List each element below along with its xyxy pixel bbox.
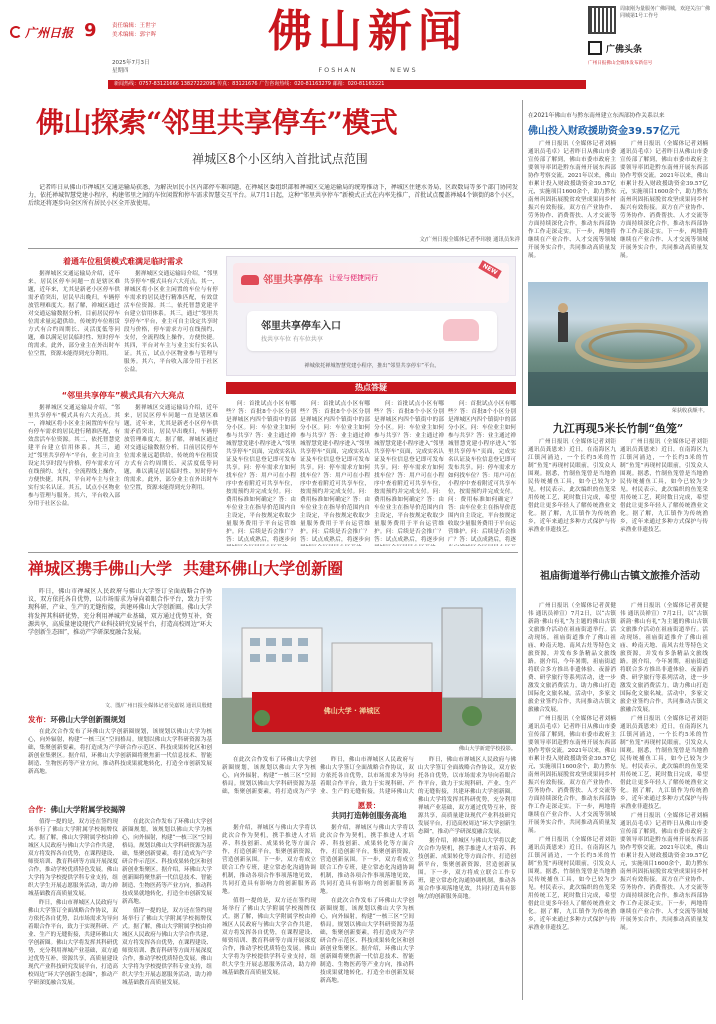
lead-sub1-text-cont: 据禅城区交通运输局介绍，“邻里共享停车”模式具有六大亮点。其一，禅城区将小区业主闲置的车位与有停车需求的居民进行精准匹配，有效盘活车位资源。其二，依托智慧党建平台建立信用体系。其三，通过“邻里共享停车”平台，业主可自主设定共享时段与价格，停车需求方可在线预约、支付，全流程线上操作，方便快捷。其四，平台对车主与业主实行实名认证。其五，试点小区物业参与管理与服务。其六，平台收入部分用于社区公益。	[124, 271, 218, 373]
app-entry-sub: 找共享车位 有车位共享	[261, 336, 323, 343]
section-sub: FOSHAN NEWS	[318, 66, 418, 74]
story-b-sub3-text-2: 据介绍，禅城区与佛山大学将以此次合作为契机，携手推进人才培养、科技创新、成果转化等方面合作，打造创新平台，集聚创新资源，营造创新氛围。下一步，双方将成立联合工作专班，建立常态化沟通协调机制，推动各项合作事项落地见效，共同打造具有影响力的创新服务高地。	[320, 825, 414, 895]
story-b-sub1-head	[28, 714, 212, 725]
masthead	[0, 0, 716, 88]
story-b-byline: 文、图/广州日报全媒体记者吴嘉锐 通讯员殷健	[104, 703, 212, 709]
app-banner-title: 邻里共享停车	[263, 275, 323, 286]
story-b-sub1-body	[28, 728, 212, 796]
hot-qa-text-2: 问：首批试点小区有哪些？答：首批8个小区分别是禅城区内四个镇街中的部分小区。问：车位业主如何参与共享？答：业主通过禅城智慧党建小程序进入“邻里共享停车”页面，完成实名认证及车位信息登记即可发布共享。问：停车需求方如何找车位？答：用户可在小程序中查看附近可共享车位，按需预约并完成支付。问：费用标准如何确定？答：由车位业主在指导价范围内自主设定，平台按规定收取少量服务费用于平台运营维护。问：后续是否会推广？答：试点成熟后，将逐步向	[300, 401, 370, 543]
lead-divider	[28, 248, 518, 249]
lead-sub1-body-cont	[124, 270, 218, 382]
hot-qa-text-4: 问：首批试点小区有哪些？答：首批8个小区分别是禅城区内四个镇街中的部分小区。问：车位业主如何参与共享？答：业主通过禅城智慧党建小程序进入“邻里共享停车”页面，完成实名认证及车位信息登记即可发布共享。问：停车需求方如何找车位？答：用户可在小程序中查看附近可共享车位，按需预约并完成支付。问：费用标准如何确定？答：由车位业主在指导价范围内自主设定，平台按规定收取少量服务费用于平台运营维护。问：后续是否会推广？答：试点成熟后，将逐	[448, 401, 516, 543]
app-entry-title: 邻里共享停车入口	[261, 321, 341, 332]
app-caption: 禅城依托禅城智慧党建小程序，推出“邻里共享停车”平台。	[304, 363, 440, 369]
app-banner-slogan: 让爱与便捷同行	[329, 274, 378, 282]
app-banner	[233, 263, 509, 303]
lead-subheadline: 禅城区8个小区纳入首批试点范围	[192, 152, 368, 166]
story-b-sub2-head	[28, 804, 212, 815]
story-b-sub3-text-3b: 据介绍，禅城区与佛山大学将以此次合作为契机，携手推进人才培养、科技创新、成果转化等方面合作，打造创新平台，集聚创新资源，营造创新氛围。下一步，双方将成立联合工作专班，建立常态化沟通协调机制，推动各项合作事项落地见效，共同打造具有影响力的创新服务高地。	[418, 838, 516, 900]
story-b-sub2-text-2b: 值得一提的是，双方还在签约现场举行了佛山大学附属学校揭牌仪式。据了解，佛山大学附属学校由禅城区人民政府与佛山大学合作共建，双方将发挥各自优势，在课程建设、师资培训、教育科研等方面开展深度合作，推动学校优质特色发展。佛山大学将为学校提供学科专业支持，组织大学生开展志愿服务活动，助力禅城基础教育高质量发展。	[122, 908, 212, 986]
car-icon	[241, 275, 259, 285]
story-b-sub2-text-1b: 昨日，佛山市禅城区人民政府与佛山大学签订全面战略合作协议，双方依托各自优势，以市场需求为导向着眼合作平台，致力于实现科研、产业、生产的无缝衔接，共建环佛山大学创新圈。佛山大学将发挥其科研优势，充分利用禅城产业基础，双方通过优势互补，资源共享，高质量建设现代产业科技研究发展平台，打造高校周边“环大学创新生态圈”，推动产学研深度融合发展。	[28, 900, 118, 986]
story3-text-2c: 广州日报讯（全媒体记者刘楠 通讯员毛卓）记者昨日从佛山市委宣传部了解到，佛山市委市政府主要领导率团赴黔东南州开展东西部协作考察交流。2021年以来，佛山市累计投入财政援助资金39.57亿元，实施项目1600余个，助力黔东南州巩固拓展脱贫攻坚成果同乡村振兴有效衔接。双方在产业协作、劳务协作、消费帮扶、人才交流等方面持续深化合作，推动东西部协作工作走深走实。下一步，两地将继续在产业合作、人才交流等领域开展务实合作，共同推动高质量发展。	[620, 813, 708, 931]
story2-text-1: 广州日报讯（全媒体记者刘钜 通讯员龚恩来）近日，在南海区九江镇河涌边，一个长约5米的竹制“鱼笼”再现村民眼前，引发众人围观。据悉，竹制鱼笼曾是当地渔民传统捕鱼工具，如今已较为少见。村民表示，此次编织的鱼笼采用传统工艺，耗时数日完成，希望借此让更多年轻人了解传统渔业文化。据了解，九江镇作为传统渔乡，近年来通过多种方式保护与传承渔业非遗技艺。	[528, 439, 616, 533]
story-b-sub1-label: 发布：	[28, 715, 51, 724]
story2-body-1	[528, 438, 616, 564]
story-b-sub1-text: 在此次合作发布了环佛山大学创新圈规划，该规划以佛山大学为核心，向外辐射，构建“一核三区”空间格局。规划以佛山大学科研资源为基础，集聚创新要素，将打造成为产学研合作示范区、科技成果转化区和创新创业集聚区。据介绍，环佛山大学创新圈将聚焦新一代信息技术、智能制造、生物医药等产业方向，推动科技成果就地转化，打造全市创新发展新高地。	[28, 729, 212, 775]
date-line-2: 星期四	[112, 68, 129, 74]
paper-name: 广州日报	[25, 25, 74, 40]
story2-title: 九江再现5米长竹制“鱼笼”	[552, 422, 684, 435]
story-b-divider	[28, 552, 518, 553]
story3-text-2b: 广州日报讯（全媒体记者刘钜 通讯员龚恩来）近日，在南海区九江镇河涌边，一个长约5米的竹制“鱼笼”再现村民眼前，引发众人围观。据悉，竹制鱼笼曾是当地渔民传统捕鱼工具，如今已较为少见。村民表示，此次编织的鱼笼采用传统工艺，耗时数日完成，希望借此让更多年轻人了解传统渔业文化。据了解，九江镇作为传统渔乡，近年来通过多种方式保护与传承渔业非遗技艺。	[620, 716, 708, 810]
lead-headline: 佛山探索“邻里共享停车”模式	[36, 106, 398, 139]
university-photo	[222, 588, 516, 744]
story-b-mid-col-2	[320, 756, 414, 796]
hot-qa-col-3	[374, 400, 444, 546]
story-b-mid-text-2: 昨日，佛山市禅城区人民政府与佛山大学签订全面战略合作协议，双方依托各自优势，以市场需求为导向着眼合作平台，致力于实现科研、产业、生产的无缝衔接，共建环佛山大	[320, 757, 414, 795]
page-number: 9	[84, 20, 97, 41]
story-b-sub3-text-1b: 值得一提的是，双方还在签约现场举行了佛山大学附属学校揭牌仪式。据了解，佛山大学附属学校由禅城区人民政府与佛山大学合作共建，双方将发挥各自优势，在课程建设、师资培训、教育科研等方面开展深度合作，推动学校优质特色发展。佛山大学将为学校提供学科专业支持，组织大学生开展志愿服务活动，助力禅城基础教育高质量发展。	[222, 898, 316, 976]
story-b-sub3-text-2b: 在此次合作发布了环佛山大学创新圈规划，该规划以佛山大学为核心，向外辐射，构建“一核三区”空间格局。规划以佛山大学科研资源为基础，集聚创新要素，将打造成为产学研合作示范区、科技成果转化区和创新创业集聚区。据介绍，环佛山大学创新圈将聚焦新一代信息技术、智能制造、生物医药等产业方向，推动科技成果就地转化，打造全市创新发展新高地。	[320, 898, 414, 984]
story-b-sub3-label: 愿景：	[357, 801, 381, 810]
editor-line-1: 责任编辑：王世宇	[112, 23, 157, 29]
story3-title: 祖庙街道举行佛山古镇文旅推介活动	[540, 571, 700, 582]
hot-qa-col-1	[226, 400, 296, 546]
brand-block	[588, 38, 708, 58]
hot-qa-col-4	[448, 400, 516, 546]
story-b-sub2-body-2	[122, 818, 212, 1014]
story3-text-2: 广州日报讯（全媒体记者黄健伟 通讯员禅宣）7月2日，以“古镇新韵·佛山有礼”为主题的佛山古镇文旅推介活动在祖庙街道举行。活动现场，祖庙街道推介了佛山祖庙、岭南天地、南风古灶等特色文旅资源，并发布多条精品文旅线路。据介绍，今年暑期，祖庙街道将联合多方推出非遗体验、夜游消费、研学旅行等系列活动，进一步激发文旅消费活力，助力佛山打造国际化文旅名城。活动中，多家文旅企业签约合作，共同推动古镇文旅融合发展。	[620, 603, 708, 713]
brand-name: 广佛头条	[606, 44, 643, 55]
hot-qa-col-2	[300, 400, 370, 546]
lead-byline: 文/广州日报全媒体记者李玮骏 通讯员朱祥	[419, 237, 520, 243]
story-b-sub3-text-1: 据介绍，禅城区与佛山大学将以此次合作为契机，携手推进人才培养、科技创新、成果转化等方面合作，打造创新平台，集聚创新资源，营造创新氛围。下一步，双方将成立联合工作专班，建立常态化沟通协调机制，推动各项合作事项落地见效，共同打造具有影响力的创新服务高地。	[222, 825, 316, 895]
story-b-sub2-text-2: 在此次合作发布了环佛山大学创新圈规划，该规划以佛山大学为核心，向外辐射，构建“一核三区”空间格局。规划以佛山大学科研资源为基础，集聚创新要素，将打造成为产学研合作示范区、科技成果转化区和创新创业集聚区。据介绍，环佛山大学创新圈将聚焦新一代信息技术、智能制造、生物医药等产业方向，推动科技成果就地转化，打造全市创新发展新高地。	[122, 819, 212, 905]
date-line-1: 2025年7月3日	[112, 60, 150, 66]
parking-car-icon	[443, 319, 479, 341]
story2-body-2	[620, 438, 708, 564]
story3-body-1	[528, 602, 616, 1012]
fish-trap-caption: 荣获收获颇丰。	[671, 408, 708, 414]
lead-sub2-title: “邻里共享停车”模式具有六大亮点	[61, 391, 185, 400]
university-photo-caption: 佛山大学新建学校投影。	[458, 746, 516, 752]
brand-qr-icon	[588, 41, 602, 55]
lead-sub2-body	[28, 404, 120, 544]
story3-body-2	[620, 602, 708, 1012]
story-b-sub3-body-1	[222, 824, 316, 1014]
story-b-sub3-text-3: 昨日，佛山市禅城区人民政府与佛山大学签订全面战略合作协议，双方依托各自优势，以市场需求为导向着眼合作平台，致力于实现科研、产业、生产的无缝衔接，共建环佛山大学创新圈。佛山大学将发挥其科研优势，充分利用禅城产业基础，双方通过优势互补，资源共享，高质量建设现代产业科技研究发展平台，打造高校周边“环大学创新生态圈”，推动产学研深度融合发展。	[418, 757, 516, 835]
story-b-headline: 禅城区携手佛山大学 共建环佛山大学创新圈	[28, 559, 344, 578]
hot-qa-header	[226, 382, 516, 394]
story-b-mid-text-1: 在此次合作发布了环佛山大学创新圈规划，该规划以佛山大学为核心，向外辐射，构建“一核三区”空间格局。规划以佛山大学科研资源为基础，集聚创新要素，将打造成为产学	[222, 757, 316, 795]
story-b-sub3-body-3	[418, 756, 516, 1014]
story2-text-2: 广州日报讯（全媒体记者刘钜 通讯员龚恩来）近日，在南海区九江镇河涌边，一个长约5米的竹制“鱼笼”再现村民眼前，引发众人围观。据悉，竹制鱼笼曾是当地渔民传统捕鱼工具，如今已较为少见。村民表示，此次编织的鱼笼采用传统工艺，耗时数日完成，希望借此让更多年轻人了解传统渔业文化。据了解，九江镇作为传统渔乡，近年来通过多种方式保护与传承渔业非遗技艺。	[620, 439, 708, 533]
hot-qa-text-3: 问：首批试点小区有哪些？答：首批8个小区分别是禅城区内四个镇街中的部分小区。问：车位业主如何参与共享？答：业主通过禅城智慧党建小程序进入“邻里共享停车”页面，完成实名认证及车位信息登记即可发布共享。问：停车需求方如何找车位？答：用户可在小程序中查看附近可共享车位，按需预约并完成支付。问：费用标准如何确定？答：由车位业主在指导价范围内自主设定，平台按规定收取少量服务费用于平台运营维护。问：后续是否会推广？答：试点成熟后，将逐步向	[374, 401, 444, 543]
story3-text-1c: 广州日报讯（全媒体记者刘钜 通讯员龚恩来）近日，在南海区九江镇河涌边，一个长约5米的竹制“鱼笼”再现村民眼前，引发众人围观。据悉，竹制鱼笼曾是当地渔民传统捕鱼工具，如今已较为少见。村民表示，此次编织的鱼笼采用传统工艺，耗时数日完成，希望借此让更多年轻人了解传统渔业文化。据了解，九江镇作为传统渔乡，近年来通过多种方式保护与传承渔业非遗技艺。	[528, 837, 616, 931]
story-b-intro	[28, 588, 212, 698]
brand-note: 广州日报佛山全媒体发布新信号	[588, 61, 653, 66]
lead-sub2-body-cont	[124, 404, 218, 544]
lead-sub2-text: 据禅城区交通运输局介绍，“邻里共享停车”模式具有六大亮点。其一，禅城区将小区业主闲置的车位与有停车需求的居民进行精准匹配，有效盘活车位资源。其二，依托智慧党建平台建立信用体系。其三，通过“邻里共享停车”平台，业主可自主设定共享时段与价格，停车需求方可在线预约、支付，全流程线上操作，方便快捷。其四，平台对车主与业主实行实名认证。其五，试点小区物业参与管理与服务。其六，平台收入部分用于社区公益。	[28, 405, 120, 507]
fish-trap-illustration	[528, 282, 708, 406]
top-story-text-1: 广州日报讯（全媒体记者刘楠 通讯员毛卓）记者昨日从佛山市委宣传部了解到，佛山市委市政府主要领导率团赴黔东南州开展东西部协作考察交流。2021年以来，佛山市累计投入财政援助资金39.57亿元，实施项目1600余个，助力黔东南州巩固拓展脱贫攻坚成果同乡村振兴有效衔接。双方在产业协作、劳务协作、消费帮扶、人才交流等方面持续深化合作，推动东西部协作工作走深走实。下一步，两地将继续在产业合作、人才交流等领域开展务实合作，共同推动高质量发展。	[528, 141, 616, 259]
lead-sub1-title: 着通车位租赁模式难满足临时需求	[63, 257, 183, 266]
right-col-divider	[522, 100, 523, 1000]
story-b-sub1-title: 环佛山大学创新圈规划	[50, 715, 126, 724]
qr-text: 周康刚为量服务广佛同城，欢迎关注广佛同城第1号工作号	[620, 6, 711, 19]
story-b-sub2-body-1	[28, 818, 118, 1014]
lead-sub1-text: 据禅城区交通运输局介绍，近年来，居民区停车问题一直是辖区难题，近年来，尤其是新老小区停车供需矛盾突出，居民早出晚归，车辆停放管理难度大。据了解，禅城区通过对交通运输数据分析，目前居民停车位需求量远超供给，传统的车位租赁方式有合约周期长、灵活度低等问题，难以满足居民临时性、短时停车的需求。此外，部分业主在外出时车位空置，资源未能得到充分利用。	[28, 271, 120, 357]
story-b-sub3-title: 共同打造韩创服务高地	[331, 811, 407, 820]
paper-logo	[10, 22, 80, 42]
top-story-body-2	[620, 140, 708, 278]
story-b-mid-col-1	[222, 756, 316, 796]
top-story-lead: 在2021年佛山市与黔东南州建立东西部协作关系以来	[528, 113, 665, 119]
story3-text-1b: 广州日报讯（全媒体记者刘楠 通讯员毛卓）记者昨日从佛山市委宣传部了解到，佛山市委市政府主要领导率团赴黔东南州开展东西部协作考察交流。2021年以来，佛山市累计投入财政援助资金39.57亿元，实施项目1600余个，助力黔东南州巩固拓展脱贫攻坚成果同乡村振兴有效衔接。双方在产业协作、劳务协作、消费帮扶、人才交流等方面持续深化合作，推动东西部协作工作走深走实。下一步，两地将继续在产业合作、人才交流等领域开展务实合作，共同推动高质量发展。	[528, 716, 616, 834]
story-b-sub3-body-2	[320, 824, 414, 1014]
lead-intro	[28, 184, 518, 234]
hotline-text: 新闻热线：0757-83121666 13827222096 传真：83121676 广告咨询热线：020-81163279 邮箱：020-81163221	[114, 81, 385, 87]
qr-code[interactable]	[588, 6, 616, 34]
app-card[interactable]	[226, 256, 516, 376]
story-b-intro-text: 昨日，佛山市禅城区人民政府与佛山大学签订全面战略合作协议，双方依托各自优势，以市场需求为导向着眼合作平台，致力于实现科研、产业、生产的无缝衔接，共建环佛山大学创新圈。佛山大学将发挥其科研优势，充分利用禅城产业基础，双方通过优势互补，资源共享，高质量建设现代产业科技研究发展平台，打造高校周边“环大学创新生态圈”，推动产学研深度融合发展。	[28, 588, 212, 637]
app-new-tag: NEW	[478, 260, 501, 279]
story-b-sub2-text-1: 值得一提的是，双方还在签约现场举行了佛山大学附属学校揭牌仪式。据了解，佛山大学附属学校由禅城区人民政府与佛山大学合作共建，双方将发挥各自优势，在课程建设、师资培训、教育科研等方面开展深度合作，推动学校优质特色发展。佛山大学将为学校提供学科专业支持，组织大学生开展志愿服务活动，助力禅城基础教育高质量发展。	[28, 819, 118, 897]
logo-swoosh-icon	[10, 26, 22, 38]
top-story-text-2: 广州日报讯（全媒体记者刘楠 通讯员毛卓）记者昨日从佛山市委宣传部了解到，佛山市委市政府主要领导率团赴黔东南州开展东西部协作考察交流。2021年以来，佛山市累计投入财政援助资金39.57亿元，实施项目1600余个，助力黔东南州巩固拓展脱贫攻坚成果同乡村振兴有效衔接。双方在产业协作、劳务协作、消费帮扶、人才交流等方面持续深化合作，推动东西部协作工作走深走实。下一步，两地将继续在产业合作、人才交流等领域开展务实合作，共同推动高质量发展。	[620, 141, 708, 259]
lead-sub2-text-cont: 据禅城区交通运输局介绍，近年来，居民区停车问题一直是辖区难题，近年来，尤其是新老小区停车供需矛盾突出，居民早出晚归，车辆停放管理难度大。据了解，禅城区通过对交通运输数据分析，目前居民停车位需求量远超供给，传统的车位租赁方式有合约周期长、灵活度低等问题，难以满足居民临时性、短时停车的需求。此外，部分业主在外出时车位空置，资源未能得到充分利用。	[124, 405, 218, 491]
section-title: 佛山新闻	[268, 6, 468, 57]
hot-qa-title: 热点答疑	[355, 383, 387, 392]
story3-text-1: 广州日报讯（全媒体记者黄健伟 通讯员禅宣）7月2日，以“古镇新韵·佛山有礼”为主题的佛山古镇文旅推介活动在祖庙街道举行。活动现场，祖庙街道推介了佛山祖庙、岭南天地、南风古灶等特色文旅资源，并发布多条精品文旅线路。据介绍，今年暑期，祖庙街道将联合多方推出非遗体验、夜游消费、研学旅行等系列活动，进一步激发文旅消费活力，助力佛山打造国际化文旅名城。活动中，多家文旅企业签约合作，共同推动古镇文旅融合发展。	[528, 603, 616, 713]
hot-qa-text-1: 问：首批试点小区有哪些？答：首批8个小区分别是禅城区内四个镇街中的部分小区。问：车位业主如何参与共享？答：业主通过禅城智慧党建小程序进入“邻里共享停车”页面，完成实名认证及车位信息登记即可发布共享。问：停车需求方如何找车位？答：用户可在小程序中查看附近可共享车位，按需预约并完成支付。问：费用标准如何确定？答：由车位业主在指导价范围内自主设定，平台按规定收取少量服务费用于平台运营维护。问：后续是否会推广？答：试点成熟后，将逐步向	[226, 401, 296, 543]
top-story-title: 佛山投入财政援助资金39.57亿元	[528, 126, 680, 137]
app-entry[interactable]	[247, 311, 497, 351]
story-b-sub2-label: 合作：	[28, 805, 51, 814]
lead-sub1-body	[28, 270, 120, 382]
university-building-illustration	[222, 588, 516, 744]
editor-line-2: 美术编辑：郭宇晖	[112, 32, 157, 38]
university-sign: 佛山大学 · 禅城区	[323, 707, 381, 715]
hotline-bar	[108, 80, 586, 89]
lead-intro-text: 记者昨日从佛山市禅城区交通运输局获悉，为解决居民小区内部停车难问题，在禅城区委组织部和禅城区交通运输局的统筹推动下，禅城区住建水务局、区政数局等多个部门协同发力，依托禅城智慧党建小程序，构建邻里之间的车位闲置和停车需求智慧交互平台。从7月1日起，这种“邻里共享停车”新模式正式在内率先推广，首批试点覆盖禅城4个镇街的8个小区，后续还将逐步向全区所有居民小区全开放使用。	[28, 184, 518, 207]
fish-trap-photo	[528, 282, 708, 406]
top-story-body-1	[528, 140, 616, 278]
story-b-sub2-title: 佛山大学附属学校揭牌	[50, 805, 126, 814]
